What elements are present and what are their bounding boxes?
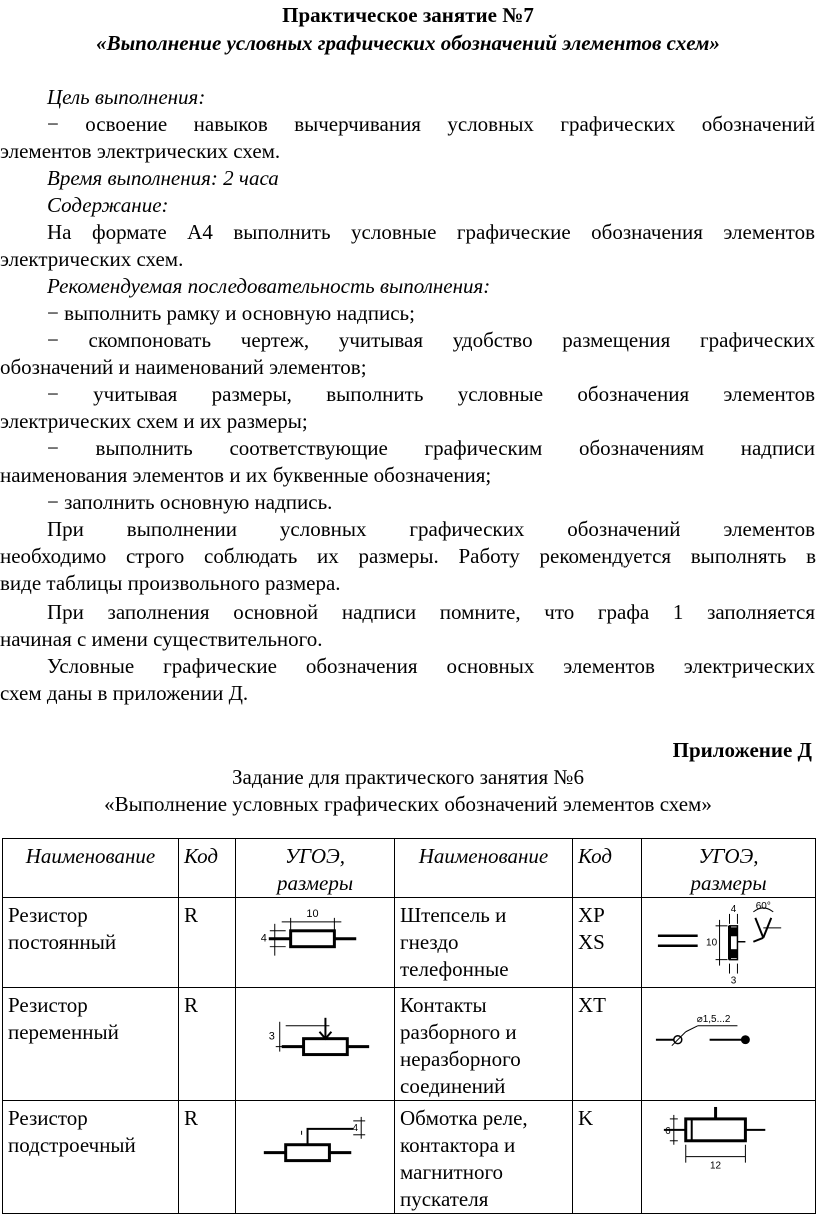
- goal-item-line2: элементов электрических схем.: [0, 139, 281, 163]
- row-3-left-name-line1: Резистор: [8, 1106, 88, 1131]
- row-3-right-name-line3: магнитного: [400, 1160, 504, 1185]
- header-symbol-2-line1: УГОЭ,: [698, 844, 759, 868]
- row-3-right-name-line1: Обмотка реле,: [400, 1106, 528, 1131]
- row-2-right-name-line1: Контакты: [400, 993, 487, 1018]
- sequence-step-2-line2: обозначений и наименований элементов;: [0, 355, 367, 379]
- row-2-left-symbol: [236, 988, 395, 1101]
- time-label: Время выполнения: 2 часа: [47, 166, 279, 190]
- row-3-right-name-line4: пускателя: [400, 1187, 489, 1212]
- header-name-2: Наименование: [395, 839, 573, 898]
- sequence-step-3-line1: − учитывая размеры, выполнить условные обозначения элементов: [47, 382, 815, 406]
- table-row: [3, 988, 816, 1101]
- dim-label: ⌀1,5...2: [696, 1014, 731, 1026]
- row-1-right-name: [395, 898, 573, 988]
- header-name: Наименование: [3, 839, 179, 898]
- header-symbol-2: [642, 839, 816, 898]
- row-1-left-name: [3, 898, 179, 988]
- dim-label: 10: [306, 907, 319, 920]
- header-symbol-line1: УГОЭ,: [285, 844, 345, 868]
- header-symbol-line2: размеры: [276, 871, 354, 895]
- paragraph-2-line1: При заполнения основной надписи помните, что графа 1 заполняется: [47, 600, 815, 624]
- dim-label: 4: [260, 932, 267, 945]
- row-2-right-name-line3: неразборного: [400, 1047, 521, 1072]
- dim-label: 4: [730, 903, 737, 915]
- row-3-right-name: [395, 1101, 573, 1214]
- symbols-table: [2, 838, 816, 1214]
- table-row: [3, 898, 816, 988]
- task-title: «Выполнение условных графических обозначений элементов схем»: [104, 792, 712, 816]
- sequence-step-5: − заполнить основную надпись.: [47, 490, 333, 514]
- row-2-right-symbol: [642, 988, 816, 1101]
- paragraph-1-line3: виде таблицы произвольного размера.: [0, 571, 341, 595]
- page-subtitle: «Выполнение условных графических обозначений элементов схем»: [96, 31, 720, 55]
- goal-item-line1: − освоение навыков вычерчивания условных графических обозначений: [47, 112, 815, 136]
- sequence-step-2-line1: − скомпоновать чертеж, учитывая удобство размещения графических: [47, 328, 815, 352]
- goal-label: Цель выполнения:: [47, 85, 206, 109]
- paragraph-1-line2: необходимо строго соблюдать их размеры. Работу рекомендуется выполнять в: [0, 544, 816, 568]
- plug-socket-symbol: [642, 898, 815, 987]
- sequence-step-1: − выполнить рамку и основную надпись;: [47, 301, 415, 325]
- header-code: Код: [179, 839, 236, 898]
- dim-label: 3: [730, 975, 737, 987]
- row-2-right-code: [573, 988, 642, 1101]
- row-3-right-code-line1: K: [578, 1106, 594, 1131]
- row-1-left-symbol: [236, 898, 395, 988]
- terminal-contact-symbol: [642, 988, 815, 1095]
- row-1-right-name-line2: гнездо: [400, 930, 459, 954]
- paragraph-3-line2: схем даны в приложении Д.: [0, 681, 249, 705]
- dim-label: 6: [665, 1126, 671, 1138]
- row-3-right-symbol: [642, 1101, 816, 1214]
- header-symbol: [236, 839, 395, 898]
- dim-label: 10: [706, 937, 718, 949]
- row-1-right-code-line2: XS: [578, 930, 605, 954]
- dim-label: 4: [352, 1123, 359, 1135]
- row-3-right-code: [573, 1101, 642, 1214]
- page-title: Практическое занятие №7: [282, 3, 534, 27]
- row-2-right-name-line2: разборного и: [400, 1020, 517, 1045]
- row-1-right-symbol: [642, 898, 816, 988]
- row-3-right-name-line2: контактора и: [400, 1133, 516, 1158]
- row-1-right-code-line1: XP: [578, 903, 605, 927]
- dim-label: 12: [710, 1161, 722, 1173]
- task-heading: Задание для практического занятия №6: [232, 765, 584, 789]
- paragraph-1-line1: При выполнении условных графических обозначений элементов: [47, 517, 815, 541]
- row-1-left-code: R: [179, 898, 236, 988]
- sequence-step-4-line1: − выполнить соответствующие графическим обозначениям надписи: [47, 436, 815, 460]
- header-code-2: Код: [573, 839, 642, 898]
- row-1-left-name-line1: Резистор: [8, 903, 88, 927]
- dim-label: 3: [268, 1031, 275, 1044]
- sequence-label: Рекомендуемая последовательность выполнения:: [47, 274, 491, 298]
- row-1-right-code: [573, 898, 642, 988]
- row-3-left-symbol: [236, 1101, 395, 1214]
- row-2-left-code: R: [179, 988, 236, 1101]
- row-1-right-name-line3: телефонные: [400, 957, 509, 981]
- variable-resistor-symbol: [236, 988, 394, 1095]
- dim-label: 60°: [755, 900, 771, 912]
- table-row: [3, 1101, 816, 1214]
- appendix-label: Приложение Д: [672, 738, 812, 762]
- row-2-left-name: [3, 988, 179, 1101]
- row-2-right-name-line4: соединений: [400, 1074, 506, 1099]
- row-1-right-name-line1: Штепсель и: [400, 903, 507, 927]
- sequence-step-4-line2: наименования элементов и их буквенные обозначения;: [0, 463, 492, 487]
- content-line1: На формате А4 выполнить условные графические обозначения элементов: [47, 220, 815, 244]
- row-2-left-name-line1: Резистор: [8, 993, 88, 1018]
- sequence-step-3-line2: электрических схем и их размеры;: [0, 409, 308, 433]
- row-2-left-name-line2: переменный: [8, 1020, 119, 1045]
- row-3-left-name-line2: подстроечный: [8, 1133, 136, 1158]
- row-3-left-name: [3, 1101, 179, 1214]
- paragraph-3-line1: Условные графические обозначения основных элементов электрических: [47, 654, 815, 678]
- header-symbol-2-line2: размеры: [690, 871, 767, 895]
- relay-coil-symbol: [642, 1101, 815, 1208]
- row-1-left-name-line2: постоянный: [8, 930, 117, 954]
- row-2-right-name: [395, 988, 573, 1101]
- fixed-resistor-symbol: [236, 898, 394, 987]
- paragraph-2-line2: начиная с имени существительного.: [0, 627, 323, 651]
- row-2-right-code-line1: XT: [578, 993, 606, 1018]
- trimmer-resistor-symbol: [236, 1101, 394, 1208]
- table-header-row: [3, 839, 816, 898]
- content-label: Содержание:: [47, 193, 169, 217]
- content-line2: электрических схем.: [0, 247, 184, 271]
- row-3-left-code: R: [179, 1101, 236, 1214]
